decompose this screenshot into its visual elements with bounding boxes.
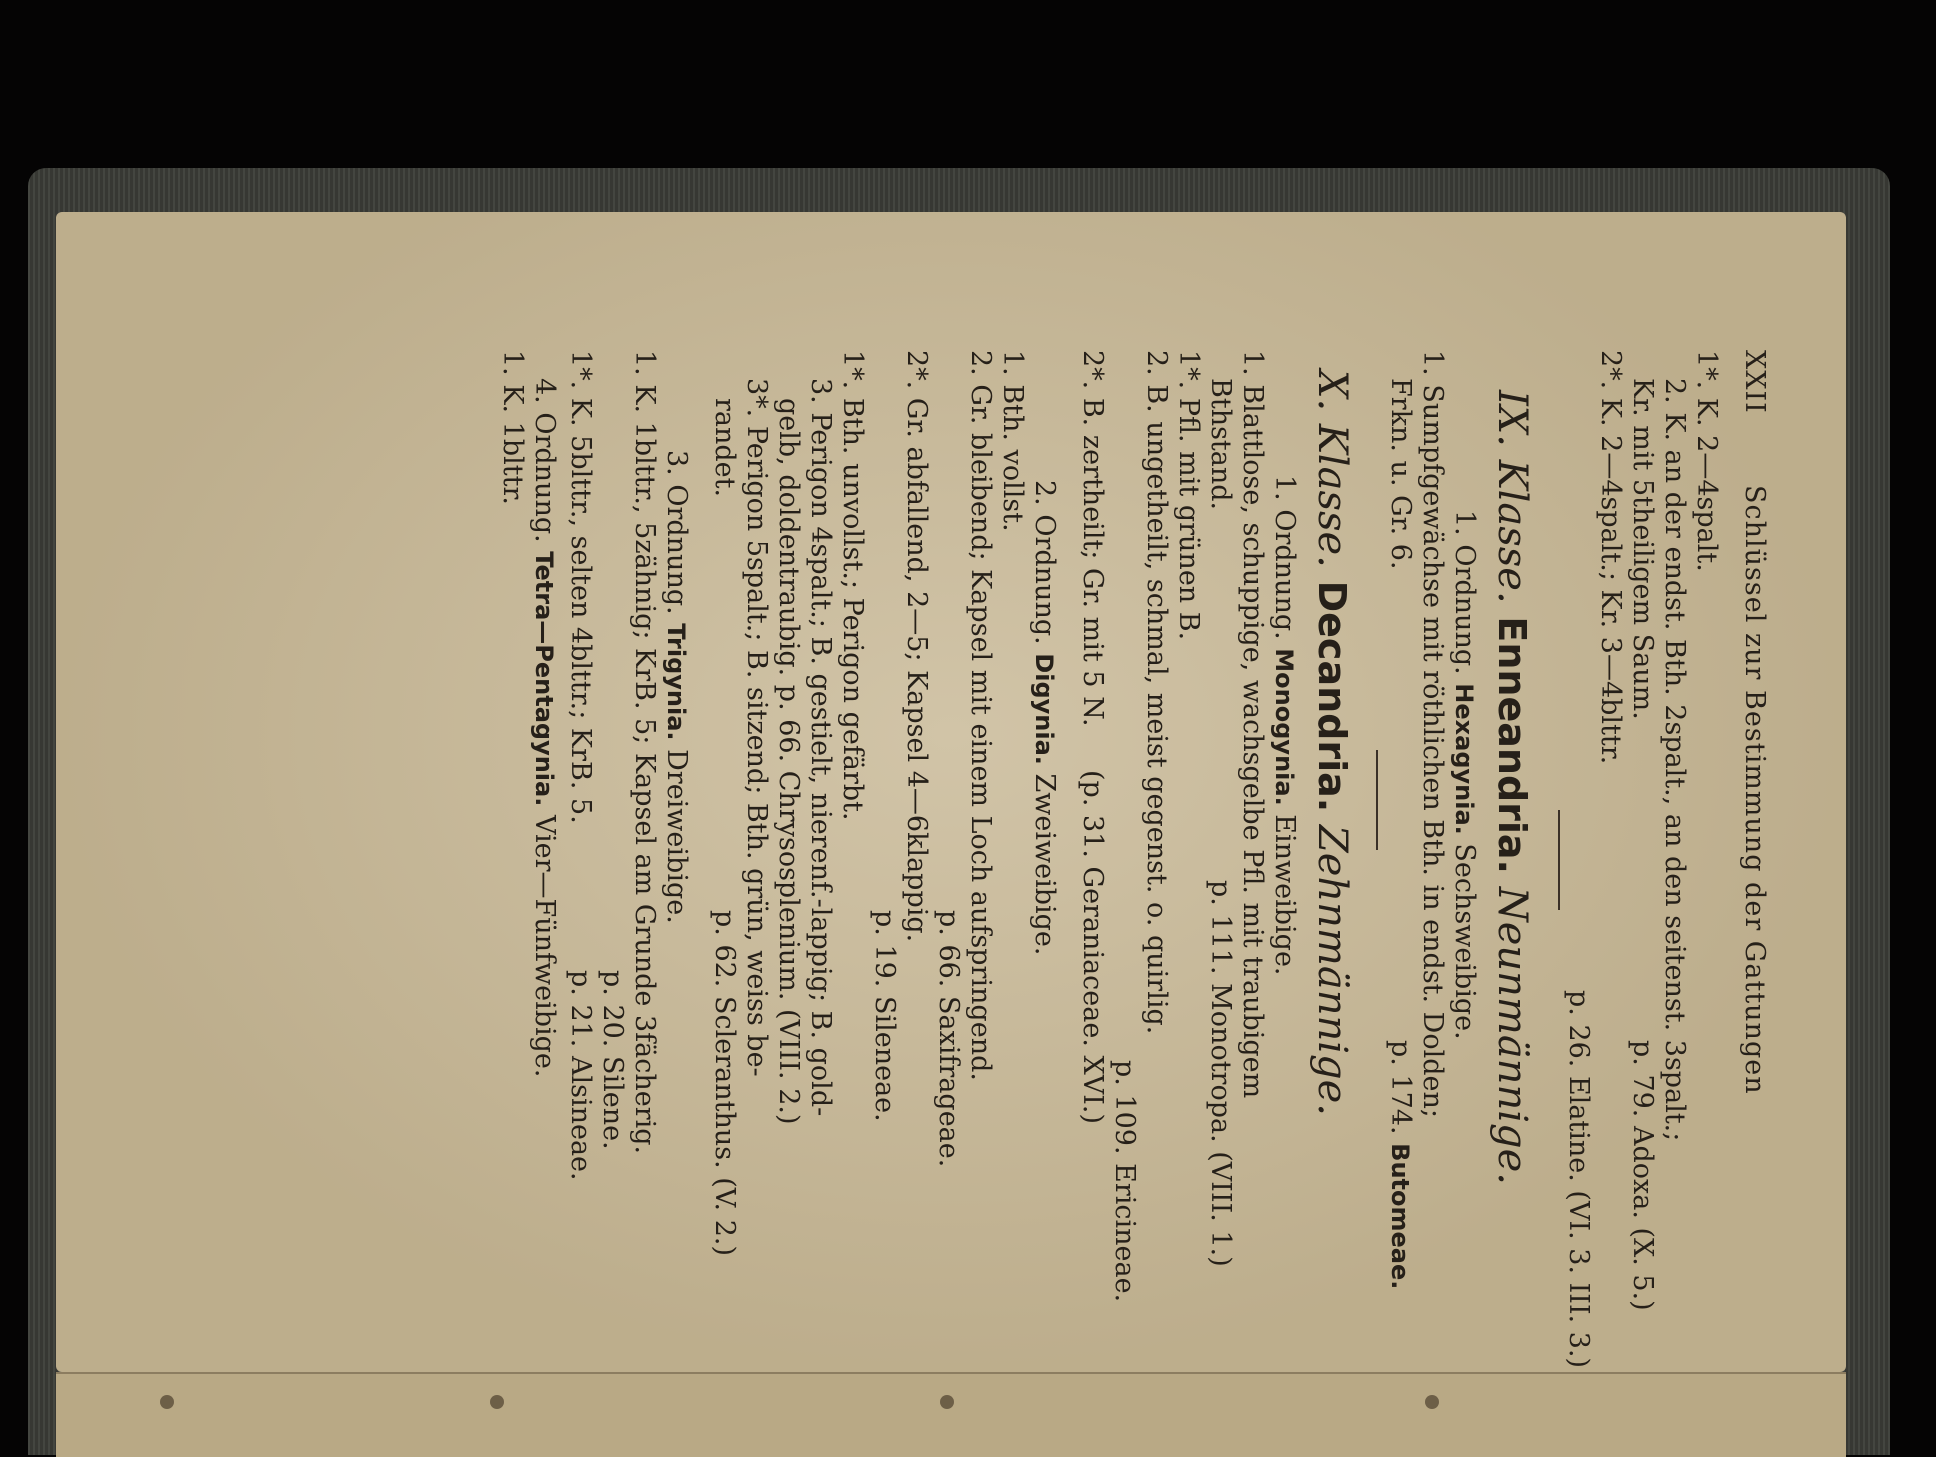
binding-stitch	[490, 1395, 504, 1409]
page-ref: p. 109. Ericineae.	[1109, 1060, 1140, 1303]
text-line: 1. Bth. vollst.	[997, 350, 1028, 532]
class-word: Klasse.	[1309, 423, 1355, 568]
text-line: 1. K. 1blttr.	[497, 350, 528, 505]
text-line: 2. K. an der endst. Bth. 2spalt., an den seitenst. 3spalt.;	[1659, 378, 1690, 1142]
class-german-name: Zehnmännige.	[1309, 824, 1355, 1116]
text-line: 2*. B. zertheilt; Gr. mit 5 N.	[1077, 350, 1108, 727]
page-ref: p. 21. Alsineae.	[565, 970, 596, 1181]
order-label: 1. Ordnung.	[1449, 510, 1480, 675]
binding-stitch	[160, 1395, 174, 1409]
page-ref: p. 174. Butomeae.	[1385, 1040, 1416, 1290]
class-german-name: Neunmännige.	[1489, 886, 1535, 1185]
order-name: Monogynia.	[1270, 648, 1298, 806]
facing-page-edge	[56, 1372, 1846, 1457]
text-line: 3*. Perigon 5spalt.; B. sitzend; Bth. grün, weiss be-	[741, 378, 772, 1077]
class-numeral: IX.	[1489, 390, 1535, 447]
text-line: 2*. Gr. abfallend, 2—5; Kapsel 4—6klappig.	[901, 350, 932, 943]
text-line: 3. Perigon 4spalt.; B. gestielt, nierenf.-lappig; B. gold-	[805, 378, 836, 1117]
text-line: 1*. K. 5blttr., selten 4blttr.; KrB. 5.	[565, 350, 596, 824]
running-title: Schlüssel zur Bestimmung der Gattungen	[1739, 485, 1770, 1095]
genus-name: Butomeae.	[1386, 1143, 1414, 1290]
text-line: gelb, doldentraubig. p. 66. Chrysosplenium. (VIII. 2.)	[773, 398, 804, 1125]
page-ref: (p. 31. Geraniaceae. XVI.)	[1077, 770, 1108, 1125]
class-name: Decandria.	[1310, 580, 1354, 813]
text-line: 1. Blattlose, schuppige, wachsgelbe Pfl. mit traubigem	[1237, 350, 1268, 1099]
order-heading	[1448, 510, 1480, 1040]
order-heading: 4. Ordnung. Tetra—Pentagynia. Vier—Fünfweibige.	[529, 378, 560, 1078]
text-line: 1*. K. 2—4spalt.	[1691, 350, 1722, 572]
class-heading	[1309, 370, 1355, 1116]
page-ref: p. 79. Adoxa. (X. 5.)	[1627, 1040, 1658, 1311]
divider	[1376, 750, 1378, 850]
text-line: 2. Gr. bleibend; Kapsel mit einem Loch aufspringend.	[965, 350, 996, 1081]
text-line: 2*. K. 2—4spalt.; Kr. 3—4blttr.	[1595, 350, 1626, 765]
page-number: XXII	[1739, 350, 1770, 414]
text-line: 2. B. ungetheilt, schmal, meist gegenst. o. quirlig.	[1141, 350, 1172, 1035]
order-name: Trigynia.	[662, 623, 690, 741]
page-ref: p. 19. Sileneae.	[869, 910, 900, 1122]
binding-stitch	[940, 1395, 954, 1409]
page-ref: p. 20. Silene.	[597, 970, 628, 1150]
page-ref: p. 66. Saxifrageae.	[933, 910, 964, 1168]
class-word: Klasse.	[1489, 459, 1535, 604]
class-numeral: X.	[1309, 370, 1355, 412]
binding-stitch	[1425, 1395, 1439, 1409]
order-heading: 2. Ordnung. Digynia. Zweiweibige.	[1029, 480, 1060, 956]
class-name: Enneandria.	[1490, 616, 1534, 874]
text-line: 1*. Bth. unvollst.; Perigon gefärbt.	[837, 350, 868, 821]
order-name: Hexagynia.	[1450, 683, 1478, 835]
order-german-name: Sechsweibige.	[1449, 843, 1480, 1040]
class-heading	[1489, 390, 1535, 1185]
text-line: 1*. Pfl. mit grünen B.	[1173, 350, 1204, 641]
text-line: randet.	[709, 398, 740, 498]
order-name: Digynia.	[1030, 653, 1058, 765]
page-ref: p. 62. Scleranthus. (V. 2.)	[709, 910, 740, 1257]
text-line: Bthstand.	[1205, 378, 1236, 511]
text-line: 1. K. 1blttr., 5zähnig; KrB. 5; Kapsel am Grunde 3fächerig.	[629, 350, 660, 1155]
text-line: Kr. mit 5theiligem Saum.	[1627, 378, 1658, 720]
order-name: Tetra—Pentagynia.	[530, 551, 558, 807]
page-ref: p. 26. Elatine. (VI. 3. III. 3.)	[1563, 990, 1594, 1369]
divider	[1558, 810, 1560, 910]
text-line: Frkn. u. Gr. 6.	[1385, 378, 1416, 570]
page-text	[230, 350, 1770, 1369]
text-line: 1. Sumpfgewächse mit röthlichen Bth. in endst. Dolden;	[1417, 350, 1448, 1118]
order-heading: 3. Ordnung. Trigynia. Dreiweibige.	[661, 450, 692, 924]
order-heading: 1. Ordnung. Monogynia. Einweibige.	[1269, 475, 1300, 976]
page-ref: p. 111. Monotropa. (VIII. 1.)	[1205, 880, 1236, 1267]
